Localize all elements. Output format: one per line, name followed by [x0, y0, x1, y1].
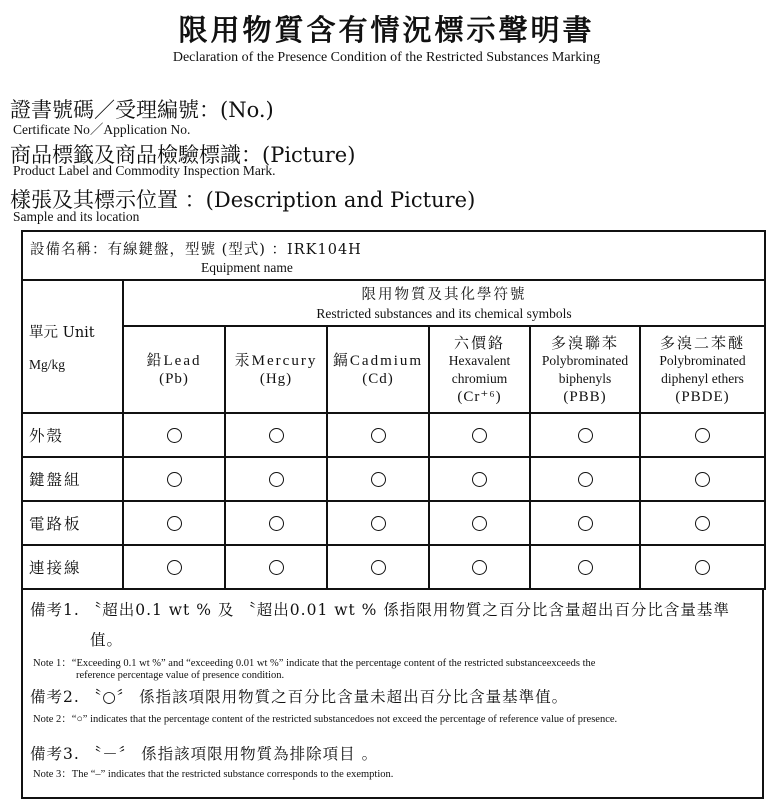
- circle-mark-icon: [695, 560, 710, 575]
- mark-cell: [640, 457, 765, 501]
- mark-cell: [225, 545, 327, 589]
- note-3-en: Note 3：The “–” indicates that the restricted substance corresponds to the exemption.: [33, 769, 394, 780]
- substance-symbol: (Pb): [159, 370, 189, 387]
- substance-name: 鉛Lead: [146, 352, 202, 369]
- substance-symbol: (PBDE): [675, 388, 730, 405]
- substance-name-zh: 多溴二苯醚: [660, 333, 746, 352]
- substance-name-en: Polybrominated: [541, 352, 629, 368]
- mark-cell: [429, 457, 530, 501]
- note-3-zh: 備考3. 〝－〞 係指該項限用物質為排除項目 。: [30, 745, 379, 763]
- certificate-number-label: 證書號碼／受理編號：(No.): [10, 98, 274, 122]
- note-1-zh-continued: 值。: [90, 631, 124, 649]
- circle-mark-icon: [269, 560, 284, 575]
- circle-mark-icon: [371, 428, 386, 443]
- product-label-title: 商品標籤及商品檢驗標識：(Picture): [10, 143, 356, 167]
- substance-lead-header: [123, 326, 225, 413]
- substance-name-en: Polybrominated: [659, 352, 746, 368]
- restricted-substances-header: [123, 280, 765, 326]
- restricted-substances-en: Restricted substances and its chemical symbols: [316, 306, 572, 321]
- circle-mark-icon: [167, 560, 182, 575]
- circle-mark-icon: [695, 428, 710, 443]
- page-subtitle: Declaration of the Presence Condition of the Restricted Substances Marking: [172, 50, 601, 65]
- product-label-title-en: Product Label and Commodity Inspection Mark.: [13, 163, 276, 178]
- note-2-zh: 備考2. 〝○〞 係指該項限用物質之百分比含量未超出百分比含量基準值。: [30, 688, 569, 706]
- substance-pbb-header: [530, 326, 640, 413]
- row-label: 電路板: [22, 501, 123, 545]
- mark-cell: [225, 413, 327, 457]
- notes-section: [21, 588, 764, 799]
- circle-mark-icon: [371, 516, 386, 531]
- substance-name-en: Hexavalent: [448, 352, 511, 368]
- note-1-en: Note 1：“Exceeding 0.1 wt %” and “exceeding 0.01 wt %” indicate that the percentage content of the restricted substanceexceeds the: [33, 658, 596, 669]
- substance-name-zh: 多溴聯苯: [550, 333, 619, 352]
- note-2-en: Note 2：“○” indicates that the percentage content of the restricted substancedoes not exceed the percentage of reference value of presence.: [33, 714, 618, 725]
- mark-cell: [640, 501, 765, 545]
- mark-cell: [530, 545, 640, 589]
- substance-mercury-header: [225, 326, 327, 413]
- restricted-substances-table: [21, 230, 766, 590]
- mark-cell: [327, 413, 429, 457]
- unit-label-zh: 單元 Unit: [29, 325, 95, 341]
- substance-name: 汞Mercury: [234, 352, 318, 369]
- row-label: 連接線: [22, 545, 123, 589]
- circle-mark-icon: [472, 428, 487, 443]
- circle-mark-icon: [167, 516, 182, 531]
- circle-mark-icon: [695, 472, 710, 487]
- mark-cell: [225, 501, 327, 545]
- circle-mark-icon: [371, 472, 386, 487]
- table-row: [22, 413, 765, 457]
- circle-mark-icon: [371, 560, 386, 575]
- mark-cell: [123, 501, 225, 545]
- mark-cell: [429, 413, 530, 457]
- sample-location-title: 樣張及其標示位置 ：(Description and Picture): [10, 188, 476, 212]
- circle-mark-icon: [578, 472, 593, 487]
- substance-pbde-header: [640, 326, 765, 413]
- circle-mark-icon: [472, 516, 487, 531]
- mark-cell: [530, 413, 640, 457]
- row-label: 鍵盤組: [22, 457, 123, 501]
- substance-name-en: biphenyls: [558, 370, 612, 386]
- restricted-substances-zh: 限用物質及其化學符號: [361, 287, 527, 303]
- row-label: 外殼: [22, 413, 123, 457]
- note-1-zh: 備考1. 〝超出0.1 wt % 及 〝超出0.01 wt % 係指限用物質之百分比含量超出百分比含量基準: [30, 601, 730, 619]
- circle-mark-icon: [167, 472, 182, 487]
- mark-cell: [429, 501, 530, 545]
- substance-hexavalent-chromium-header: [429, 326, 530, 413]
- mark-cell: [123, 457, 225, 501]
- substance-symbol: (Hg): [259, 370, 293, 387]
- table-row: [22, 501, 765, 545]
- mark-cell: [640, 545, 765, 589]
- mark-cell: [530, 457, 640, 501]
- equipment-name-cell: [22, 231, 765, 280]
- table-body: [22, 413, 765, 589]
- equipment-name-en: Equipment name: [201, 260, 293, 275]
- mark-cell: [225, 457, 327, 501]
- certificate-number-label-en: Certificate No／Application No.: [13, 122, 191, 137]
- unit-label-en: Mg/kg: [29, 357, 66, 372]
- circle-mark-icon: [578, 428, 593, 443]
- substance-name: 鎘Cadmium: [332, 352, 424, 369]
- mark-cell: [327, 457, 429, 501]
- note-1-en-continued: reference percentage value of presence condition.: [76, 670, 285, 681]
- circle-mark-icon: [269, 516, 284, 531]
- table-row: [22, 545, 765, 589]
- substance-name-en: chromium: [451, 370, 508, 386]
- page-title: 限用物質含有情況標示聲明書: [178, 13, 595, 47]
- substance-name-en: diphenyl ethers: [661, 370, 744, 386]
- mark-cell: [327, 501, 429, 545]
- table-row: [22, 457, 765, 501]
- substance-name-zh: 六價鉻: [453, 333, 505, 352]
- sample-location-title-en: Sample and its location: [13, 209, 140, 224]
- circle-mark-icon: [269, 472, 284, 487]
- mark-cell: [530, 501, 640, 545]
- substance-cadmium-header: [327, 326, 429, 413]
- equipment-name-zh: 設備名稱：有線鍵盤，型號 (型式) ：IRK104H: [30, 242, 362, 258]
- substance-symbol: (Cd): [362, 370, 394, 387]
- substance-symbol: (Cr⁺⁶): [457, 388, 502, 405]
- circle-mark-icon: [167, 428, 182, 443]
- circle-mark-icon: [269, 428, 284, 443]
- unit-cell: [22, 280, 123, 413]
- circle-mark-icon: [472, 560, 487, 575]
- mark-cell: [123, 413, 225, 457]
- circle-mark-icon: [578, 560, 593, 575]
- mark-cell: [640, 413, 765, 457]
- mark-cell: [123, 545, 225, 589]
- circle-mark-icon: [472, 472, 487, 487]
- circle-mark-icon: [695, 516, 710, 531]
- circle-mark-icon: [578, 516, 593, 531]
- mark-cell: [429, 545, 530, 589]
- substance-symbol: (PBB): [563, 388, 607, 405]
- mark-cell: [327, 545, 429, 589]
